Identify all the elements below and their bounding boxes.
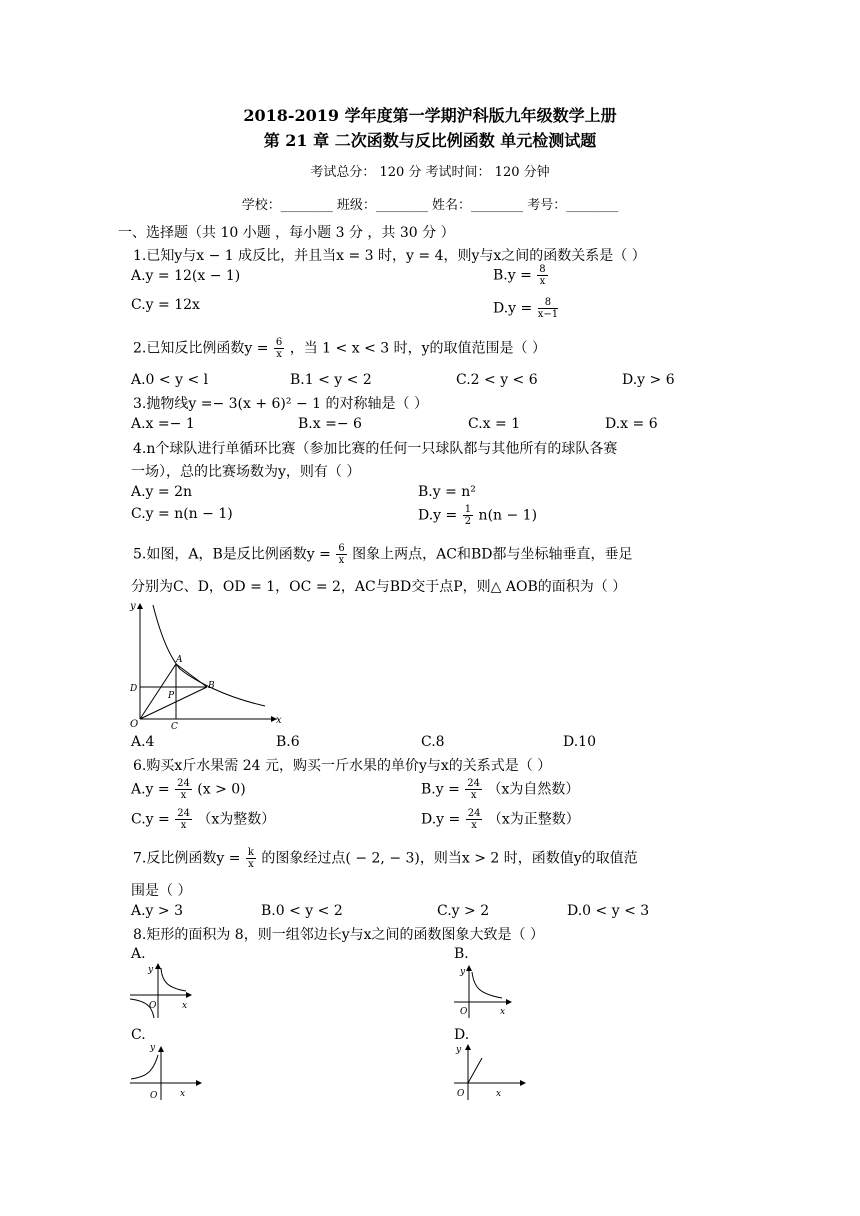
- q2-option-d: D.y > 6: [622, 372, 675, 388]
- q8c-y-label: y: [150, 1043, 156, 1053]
- q5-label-O: O: [130, 719, 139, 730]
- q5-den: x: [338, 555, 345, 566]
- q6-a-suffix: (x > 0): [197, 781, 246, 798]
- q6-c-suffix: （x为整数）: [197, 811, 276, 828]
- q6-c-fraction: [175, 808, 192, 831]
- question-4-stem-2: 一场），总的比赛场数为y，则有（ ）: [131, 464, 361, 480]
- question-2-stem: [133, 337, 546, 360]
- q8c-origin-label: O: [150, 1091, 158, 1101]
- q1-option-b: [493, 264, 549, 287]
- q8-option-c: C.: [131, 1027, 146, 1043]
- q2-num: 6: [275, 337, 283, 348]
- q3-option-a: A.x =− 1: [131, 416, 195, 432]
- question-5-stem-2: 分别为C、D，OD = 1，OC = 2，AC与BD交于点P，则△ AOB的面积为（ ）: [131, 579, 627, 595]
- q1-d-num: 8: [538, 297, 558, 309]
- q4-d-suffix: n(n − 1): [478, 507, 538, 524]
- q8-graph-b: [452, 962, 522, 1022]
- q6-b-fraction: [465, 778, 482, 801]
- q6-b-prefix: B.y =: [421, 781, 460, 798]
- q8a-x-arrow: [186, 992, 192, 998]
- q8a-curve-q1: [161, 968, 186, 991]
- q4-d-num: 1: [464, 504, 472, 515]
- q2-fraction: [274, 337, 284, 360]
- q5-option-d: D.10: [563, 734, 596, 750]
- q4-option-a: A.y = 2n: [131, 484, 193, 500]
- q7-option-c: C.y > 2: [437, 903, 490, 919]
- q8a-y-arrow: [155, 963, 161, 969]
- q1-d-den: x−1: [537, 309, 559, 320]
- question-7-stem-2: 围是（ ）: [131, 883, 192, 899]
- q6-option-c: [131, 808, 275, 831]
- q7-den: x: [248, 859, 254, 870]
- q5-option-b: B.6: [276, 734, 300, 750]
- q6-d-prefix: D.y =: [421, 811, 461, 828]
- q3-option-b: B.x =− 6: [298, 416, 362, 432]
- q8-option-b: B.: [454, 946, 469, 962]
- question-5-stem-1: [133, 543, 632, 566]
- question-4-stem-1: 4.n个球队进行单循环比赛（参加比赛的任何一只球队都与其他所有的球队各赛: [133, 441, 618, 457]
- q5-label-D: D: [130, 684, 138, 694]
- q1-b-den: x: [539, 276, 546, 287]
- title-line-2: 第 21 章 二次函数与反比例函数 单元检测试题: [263, 131, 597, 150]
- q6-d-den: x: [471, 820, 477, 831]
- student-fields: 学校：________ 班级：________ 姓名：________ 考号：________: [241, 198, 619, 213]
- q8c-y-arrow: [158, 1046, 164, 1052]
- q4-option-b: B.y = n²: [418, 484, 476, 500]
- q7-option-d: D.0 < y < 3: [567, 903, 650, 919]
- question-3-stem: 3.抛物线y =− 3(x + 6)² − 1 的对称轴是（ ）: [133, 396, 428, 412]
- title-line-1: 2018-2019 学年度第一学期沪科版九年级数学上册: [243, 106, 617, 125]
- q5-label-P: P: [168, 691, 175, 701]
- q5-prefix: 5.如图，A，B是反比例函数y =: [133, 546, 331, 563]
- q2-option-a: A.0 < y < l: [131, 372, 209, 388]
- q8d-y-arrow: [465, 1044, 471, 1050]
- q5-label-B: B: [208, 681, 215, 691]
- q6-d-num: 24: [467, 808, 481, 819]
- q8b-curve: [472, 972, 502, 998]
- q8b-y-arrow: [466, 965, 472, 971]
- q5-label-x: x: [276, 715, 282, 726]
- q8b-x-label: x: [500, 1007, 506, 1017]
- q5-label-y: y: [130, 601, 136, 612]
- q8b-origin-label: O: [460, 1007, 468, 1017]
- question-1-stem: 1.已知y与x − 1 成反比，并且当x = 3 时，y = 4，则y与x之间的函数关系是（ ）: [133, 248, 646, 264]
- q8b-y-label: y: [460, 967, 466, 977]
- q6-c-prefix: C.y =: [131, 811, 170, 828]
- q8c-x-label: x: [180, 1089, 186, 1099]
- q8d-line: [468, 1058, 482, 1083]
- question-6-stem: 6.购买x斤水果需 24 元，购买一斤水果的单价y与x的关系式是（ ）: [133, 758, 552, 774]
- q7-suffix: 的图象经过点( − 2, − 3)，则当x > 2 时，函数值y的取值范: [261, 850, 638, 867]
- q5-option-a: A.4: [131, 734, 155, 750]
- q3-option-c: C.x = 1: [468, 416, 521, 432]
- q8-graph-d: [452, 1040, 532, 1102]
- q5-label-C: C: [171, 722, 178, 732]
- q8-option-d: D.: [454, 1027, 470, 1043]
- q6-option-d: [421, 808, 580, 831]
- q6-b-den: x: [470, 790, 477, 801]
- q6-d-suffix: （x为正整数）: [487, 811, 580, 828]
- q8d-y-label: y: [456, 1045, 462, 1055]
- q7-option-b: B.0 < y < 2: [261, 903, 343, 919]
- q8d-x-label: x: [496, 1089, 502, 1099]
- q8a-origin-label: O: [149, 1001, 157, 1011]
- q1-option-c: C.y = 12x: [131, 297, 200, 313]
- q2-prefix: 2.已知反比例函数y =: [133, 340, 269, 357]
- q8b-x-arrow: [506, 999, 512, 1005]
- q8d-origin-label: O: [457, 1089, 465, 1099]
- q2-option-b: B.1 < y < 2: [290, 372, 372, 388]
- q2-suffix: ，当 1 < x < 3 时，y的取值范围是（ ）: [289, 340, 546, 357]
- q4-option-d: [418, 504, 537, 527]
- exam-info: 考试总分： 120 分 考试时间： 120 分钟: [310, 165, 550, 180]
- q7-option-a: A.y > 3: [131, 903, 184, 919]
- q5-fraction: [336, 543, 346, 566]
- q5-num: 6: [338, 543, 345, 554]
- q8-option-a: A.: [131, 946, 146, 962]
- q1-option-d: [493, 297, 559, 320]
- q5-suffix: 图象上两点，AC和BD都与坐标轴垂直，垂足: [352, 546, 633, 563]
- q1-b-fraction: [537, 264, 547, 287]
- q8a-x-label: x: [182, 1001, 188, 1011]
- q6-a-prefix: A.y =: [131, 781, 170, 798]
- q2-option-c: C.2 < y < 6: [456, 372, 538, 388]
- q3-option-d: D.x = 6: [605, 416, 658, 432]
- q8d-x-arrow: [520, 1080, 526, 1086]
- q6-a-num: 24: [177, 778, 190, 789]
- q5-label-A: A: [176, 655, 183, 665]
- q5-line-AB: [176, 664, 207, 687]
- q5-option-c: C.8: [421, 734, 445, 750]
- q6-option-b: [421, 778, 579, 801]
- q6-a-den: x: [180, 790, 187, 801]
- q8c-x-arrow: [196, 1080, 202, 1086]
- q8a-y-label: y: [148, 965, 154, 975]
- q8-graph-a: [128, 960, 198, 1020]
- q1-b-prefix: B.y =: [493, 267, 532, 284]
- q5-figure: [125, 597, 285, 732]
- q4-option-c: C.y = n(n − 1): [131, 506, 233, 522]
- q1-d-prefix: D.y =: [493, 300, 533, 317]
- q1-d-fraction: [538, 297, 558, 320]
- q2-den: x: [276, 349, 282, 360]
- q6-c-num: 24: [177, 808, 190, 819]
- q6-d-fraction: [466, 808, 483, 831]
- question-7-stem-1: [133, 847, 638, 870]
- q6-a-fraction: [175, 778, 192, 801]
- q6-b-num: 24: [467, 778, 481, 789]
- q7-fraction: [246, 847, 256, 870]
- q4-d-prefix: D.y =: [418, 507, 458, 524]
- q6-b-suffix: （x为自然数）: [487, 781, 580, 798]
- q8-graph-c: [128, 1040, 208, 1102]
- q6-c-den: x: [180, 820, 187, 831]
- q6-option-a: [131, 778, 246, 801]
- q7-prefix: 7.反比例函数y =: [133, 850, 241, 867]
- q1-b-num: 8: [539, 264, 546, 275]
- q5-y-arrow: [137, 603, 143, 609]
- q4-d-fraction: [463, 504, 473, 527]
- q7-num: k: [247, 847, 254, 858]
- q1-option-a: A.y = 12(x − 1): [131, 268, 241, 284]
- question-8-stem: 8.矩形的面积为 8，则一组邻边长y与x之间的函数图象大致是（ ）: [133, 927, 544, 943]
- q4-d-den: 2: [464, 516, 472, 527]
- q8c-curve: [131, 1055, 158, 1079]
- section-heading: 一、选择题（共 10 小题 ，每小题 3 分 ，共 30 分 ）: [118, 225, 455, 241]
